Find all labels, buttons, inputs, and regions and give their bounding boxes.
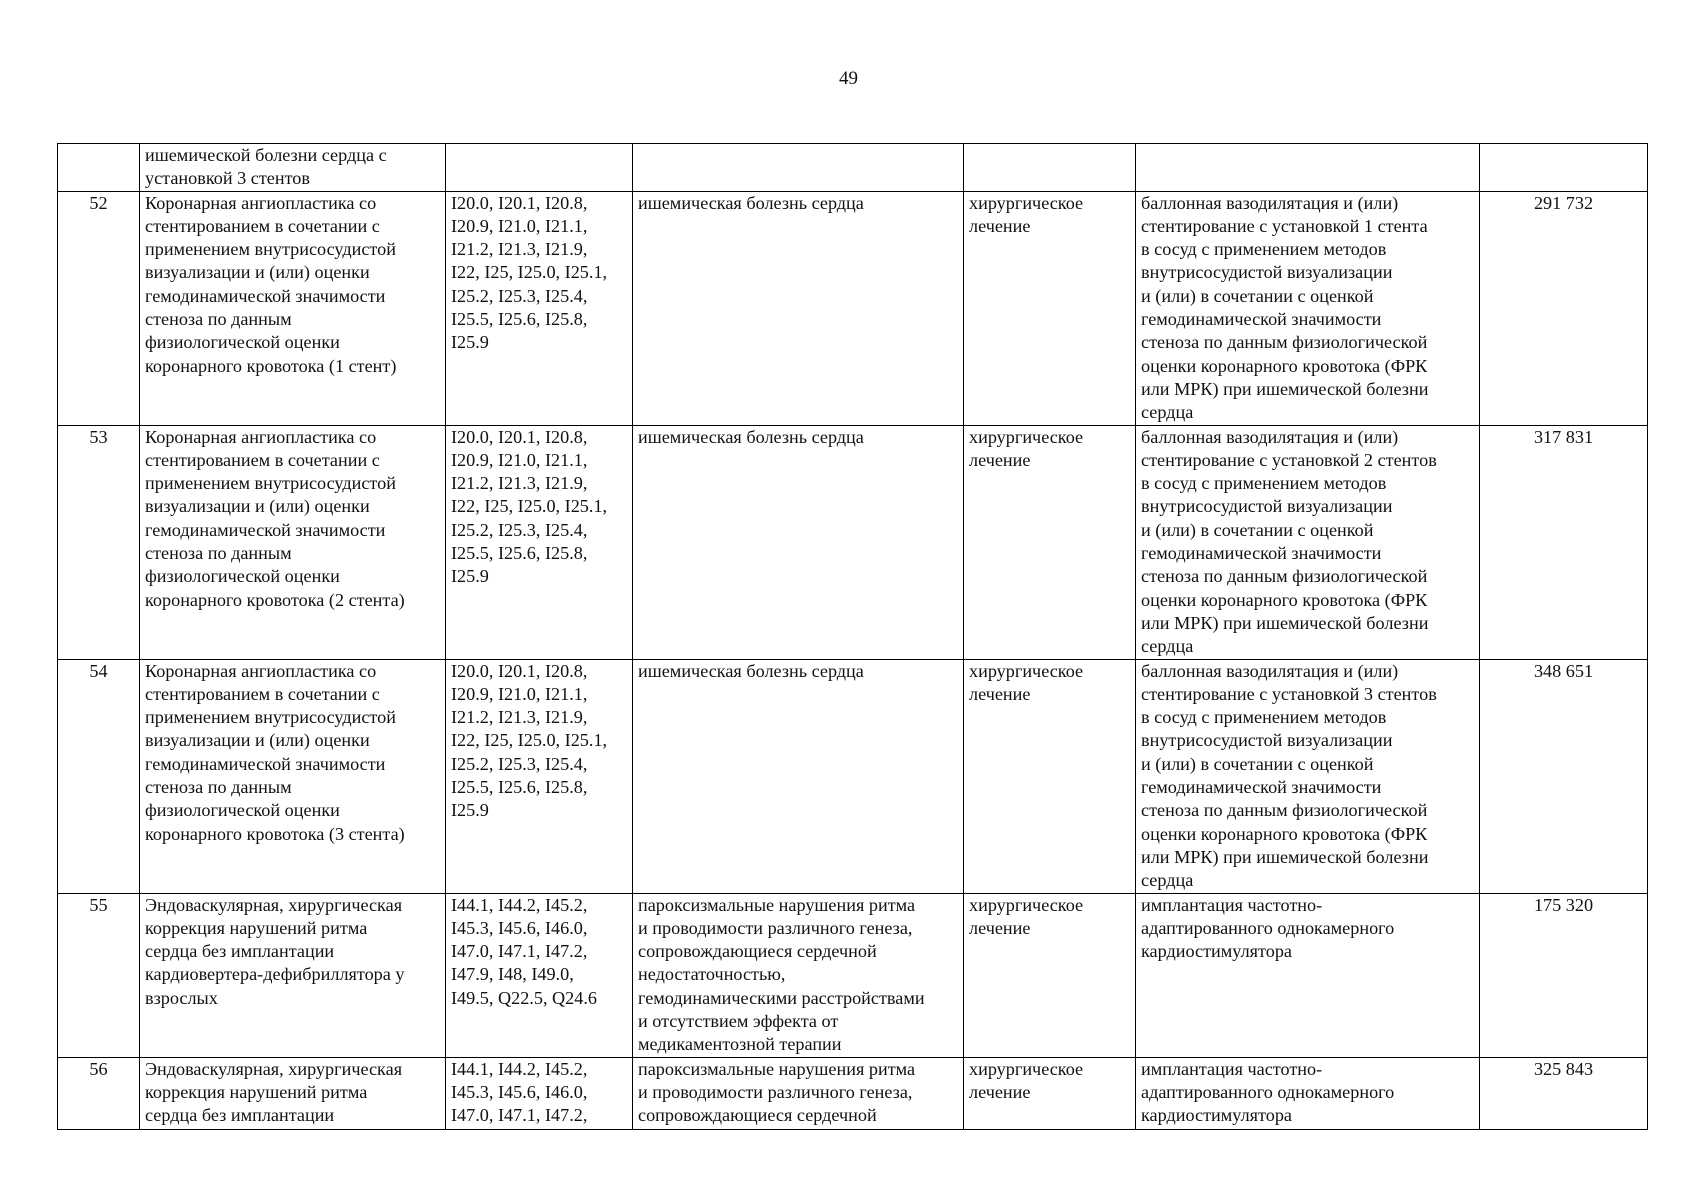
- text-line: I25.2, I25.3, I25.4,: [451, 753, 588, 774]
- row-number-cell: 52: [58, 191, 140, 425]
- treatment-type-cell: [964, 191, 1136, 425]
- text-line: I49.5, Q22.5, Q24.6: [451, 987, 597, 1008]
- text-line: и (или) в сочетании с оценкой: [1141, 519, 1374, 540]
- text-line: стентирование с установкой 3 стентов: [1141, 683, 1437, 704]
- text-line: внутрисосудистой визуализации: [1141, 262, 1393, 283]
- patient-model-cell: [633, 1057, 964, 1129]
- page-number: 49: [839, 68, 858, 89]
- text-line: I47.0, I47.1, I47.2,: [451, 1105, 588, 1126]
- text-line: Коронарная ангиопластика со: [145, 192, 377, 213]
- text-line: Эндоваскулярная, хирургическая: [145, 1058, 403, 1079]
- text-line: стентированием в сочетании с: [145, 683, 380, 704]
- text-line: I45.3, I45.6, I46.0,: [451, 1081, 588, 1102]
- text-line: стентированием в сочетании с: [145, 449, 380, 470]
- text-line: I20.9, I21.0, I21.1,: [451, 449, 588, 470]
- text-line: коронарного кровотока (2 стента): [145, 589, 405, 610]
- text-line: гемодинамической значимости: [145, 285, 386, 306]
- text-line: сердца без имплантации: [145, 941, 335, 962]
- text-line: лечение: [969, 683, 1031, 704]
- care-type-cell: [140, 1057, 446, 1129]
- text-line: хирургическое: [969, 1058, 1084, 1079]
- text-line: I22, I25, I25.0, I25.1,: [451, 730, 608, 751]
- text-line: I44.1, I44.2, I45.2,: [451, 894, 588, 915]
- text-line: визуализации и (или) оценки: [145, 496, 370, 517]
- text-line: гемодинамической значимости: [1141, 309, 1382, 330]
- treatment-method-cell: [1136, 1057, 1480, 1129]
- text-line: внутрисосудистой визуализации: [1141, 496, 1393, 517]
- norm-cost-cell: 317 831: [1480, 425, 1648, 659]
- care-type-cell: [140, 425, 446, 659]
- table-row: [58, 425, 1648, 659]
- text-line: установкой 3 стентов: [145, 168, 310, 189]
- patient-model-cell: [633, 425, 964, 659]
- text-line: оценки коронарного кровотока (ФРК: [1141, 355, 1428, 376]
- text-line: сердца: [1141, 636, 1194, 657]
- text-line: и проводимости различного генеза,: [638, 917, 913, 938]
- text-line: сердца: [1141, 870, 1194, 891]
- care-type-cell: [140, 191, 446, 425]
- text-line: I20.9, I21.0, I21.1,: [451, 215, 588, 236]
- text-line: I20.0, I20.1, I20.8,: [451, 192, 588, 213]
- text-line: коронарного кровотока (3 стента): [145, 823, 405, 844]
- treatment-method-cell: [1136, 893, 1480, 1057]
- text-line: сопровождающиеся сердечной: [638, 941, 877, 962]
- text-line: Коронарная ангиопластика со: [145, 426, 377, 447]
- treatment-method-cell: [1136, 144, 1480, 192]
- text-line: лечение: [969, 917, 1031, 938]
- patient-model-cell: [633, 659, 964, 893]
- patient-model-cell: [633, 893, 964, 1057]
- icd-codes-cell: [446, 425, 633, 659]
- treatment-method-cell: [1136, 425, 1480, 659]
- text-line: ишемической болезни сердца с: [145, 145, 387, 165]
- text-line: имплантация частотно-: [1141, 894, 1323, 915]
- row-number-cell: 55: [58, 893, 140, 1057]
- text-line: или МРК) при ишемической болезни: [1141, 378, 1429, 399]
- treatment-type-cell: [964, 1057, 1136, 1129]
- text-line: ишемическая болезнь сердца: [638, 660, 864, 681]
- text-line: гемодинамической значимости: [145, 519, 386, 540]
- norm-cost-cell: 348 651: [1480, 659, 1648, 893]
- text-line: пароксизмальные нарушения ритма: [638, 894, 916, 915]
- text-line: коррекция нарушений ритма: [145, 917, 368, 938]
- norm-cost-cell: 175 320: [1480, 893, 1648, 1057]
- text-line: I25.9: [451, 566, 489, 587]
- treatment-method-cell: [1136, 191, 1480, 425]
- text-line: I45.3, I45.6, I46.0,: [451, 917, 588, 938]
- icd-codes-cell: [446, 144, 633, 192]
- row-number-cell: 54: [58, 659, 140, 893]
- text-line: стеноза по данным: [145, 777, 292, 798]
- text-line: медикаментозной терапии: [638, 1034, 842, 1055]
- text-line: применением внутрисосудистой: [145, 473, 396, 494]
- text-line: I20.0, I20.1, I20.8,: [451, 426, 588, 447]
- text-line: хирургическое: [969, 426, 1084, 447]
- text-line: I21.2, I21.3, I21.9,: [451, 707, 588, 728]
- text-line: оценки коронарного кровотока (ФРК: [1141, 589, 1428, 610]
- text-line: I21.2, I21.3, I21.9,: [451, 239, 588, 260]
- care-type-cell: [140, 893, 446, 1057]
- text-line: гемодинамическими расстройствами: [638, 987, 925, 1008]
- icd-codes-cell: [446, 659, 633, 893]
- patient-model-cell: [633, 144, 964, 192]
- text-line: кардиостимулятора: [1141, 941, 1292, 962]
- text-line: кардиостимулятора: [1141, 1105, 1292, 1126]
- table-row: [58, 144, 1648, 192]
- text-line: I25.5, I25.6, I25.8,: [451, 777, 588, 798]
- patient-model-cell: [633, 191, 964, 425]
- text-line: стеноза по данным физиологической: [1141, 332, 1428, 353]
- text-line: гемодинамической значимости: [145, 753, 386, 774]
- text-line: коррекция нарушений ритма: [145, 1081, 368, 1102]
- icd-codes-cell: [446, 191, 633, 425]
- table-row: [58, 191, 1648, 425]
- text-line: и проводимости различного генеза,: [638, 1081, 913, 1102]
- text-line: I20.9, I21.0, I21.1,: [451, 683, 588, 704]
- text-line: Эндоваскулярная, хирургическая: [145, 894, 403, 915]
- text-line: I25.2, I25.3, I25.4,: [451, 285, 588, 306]
- text-line: сердца без имплантации: [145, 1105, 335, 1126]
- text-line: стеноза по данным физиологической: [1141, 800, 1428, 821]
- text-line: взрослых: [145, 987, 218, 1008]
- text-line: стеноза по данным физиологической: [1141, 566, 1428, 587]
- text-line: I25.5, I25.6, I25.8,: [451, 309, 588, 330]
- icd-codes-cell: [446, 1057, 633, 1129]
- text-line: физиологической оценки: [145, 800, 340, 821]
- text-line: Коронарная ангиопластика со: [145, 660, 377, 681]
- text-line: I25.9: [451, 800, 489, 821]
- treatment-type-cell: [964, 425, 1136, 659]
- treatment-type-cell: [964, 893, 1136, 1057]
- text-line: сопровождающиеся сердечной: [638, 1105, 877, 1126]
- treatment-type-cell: [964, 144, 1136, 192]
- tariff-table: [57, 143, 1648, 1130]
- text-line: визуализации и (или) оценки: [145, 730, 370, 751]
- row-number-cell: [58, 144, 140, 192]
- text-line: или МРК) при ишемической болезни: [1141, 612, 1429, 633]
- text-line: или МРК) при ишемической болезни: [1141, 846, 1429, 867]
- norm-cost-cell: 325 843: [1480, 1057, 1648, 1129]
- text-line: I44.1, I44.2, I45.2,: [451, 1058, 588, 1079]
- text-line: I25.9: [451, 332, 489, 353]
- text-line: и (или) в сочетании с оценкой: [1141, 285, 1374, 306]
- text-line: I22, I25, I25.0, I25.1,: [451, 496, 608, 517]
- treatment-type-cell: [964, 659, 1136, 893]
- row-number-cell: 56: [58, 1057, 140, 1129]
- text-line: в сосуд с применением методов: [1141, 239, 1387, 260]
- text-line: кардиовертера-дефибриллятора у: [145, 964, 405, 985]
- care-type-cell: [140, 144, 446, 192]
- text-line: I21.2, I21.3, I21.9,: [451, 473, 588, 494]
- text-line: применением внутрисосудистой: [145, 707, 396, 728]
- text-line: баллонная вазодилятация и (или): [1141, 426, 1399, 447]
- text-line: I22, I25, I25.0, I25.1,: [451, 262, 608, 283]
- text-line: в сосуд с применением методов: [1141, 473, 1387, 494]
- text-line: гемодинамической значимости: [1141, 543, 1382, 564]
- text-line: и отсутствием эффекта от: [638, 1010, 839, 1031]
- table-row: [58, 1057, 1648, 1129]
- text-line: I25.5, I25.6, I25.8,: [451, 543, 588, 564]
- text-line: коронарного кровотока (1 стент): [145, 355, 397, 376]
- text-line: в сосуд с применением методов: [1141, 707, 1387, 728]
- text-line: ишемическая болезнь сердца: [638, 192, 864, 213]
- text-line: имплантация частотно-: [1141, 1058, 1323, 1079]
- text-line: I25.2, I25.3, I25.4,: [451, 519, 588, 540]
- text-line: лечение: [969, 1081, 1031, 1102]
- text-line: оценки коронарного кровотока (ФРК: [1141, 823, 1428, 844]
- text-line: баллонная вазодилятация и (или): [1141, 192, 1399, 213]
- text-line: баллонная вазодилятация и (или): [1141, 660, 1399, 681]
- icd-codes-cell: [446, 893, 633, 1057]
- text-line: адаптированного однокамерного: [1141, 1081, 1395, 1102]
- text-line: хирургическое: [969, 660, 1084, 681]
- text-line: хирургическое: [969, 894, 1084, 915]
- text-line: недостаточностью,: [638, 964, 786, 985]
- text-line: лечение: [969, 449, 1031, 470]
- text-line: гемодинамической значимости: [1141, 777, 1382, 798]
- text-line: I47.0, I47.1, I47.2,: [451, 941, 588, 962]
- text-line: применением внутрисосудистой: [145, 239, 396, 260]
- text-line: стентирование с установкой 1 стента: [1141, 215, 1428, 236]
- text-line: и (или) в сочетании с оценкой: [1141, 753, 1374, 774]
- text-line: физиологической оценки: [145, 332, 340, 353]
- text-line: стентированием в сочетании с: [145, 215, 380, 236]
- text-line: ишемическая болезнь сердца: [638, 426, 864, 447]
- norm-cost-cell: [1480, 144, 1648, 192]
- text-line: визуализации и (или) оценки: [145, 262, 370, 283]
- text-line: физиологической оценки: [145, 566, 340, 587]
- text-line: сердца: [1141, 402, 1194, 423]
- text-line: адаптированного однокамерного: [1141, 917, 1395, 938]
- text-line: стентирование с установкой 2 стентов: [1141, 449, 1437, 470]
- text-line: лечение: [969, 215, 1031, 236]
- text-line: стеноза по данным: [145, 543, 292, 564]
- care-type-cell: [140, 659, 446, 893]
- table-row: [58, 893, 1648, 1057]
- text-line: I47.9, I48, I49.0,: [451, 964, 574, 985]
- text-line: I20.0, I20.1, I20.8,: [451, 660, 588, 681]
- norm-cost-cell: 291 732: [1480, 191, 1648, 425]
- text-line: внутрисосудистой визуализации: [1141, 730, 1393, 751]
- table-row: [58, 659, 1648, 893]
- text-line: стеноза по данным: [145, 309, 292, 330]
- text-line: хирургическое: [969, 192, 1084, 213]
- treatment-method-cell: [1136, 659, 1480, 893]
- text-line: пароксизмальные нарушения ритма: [638, 1058, 916, 1079]
- row-number-cell: 53: [58, 425, 140, 659]
